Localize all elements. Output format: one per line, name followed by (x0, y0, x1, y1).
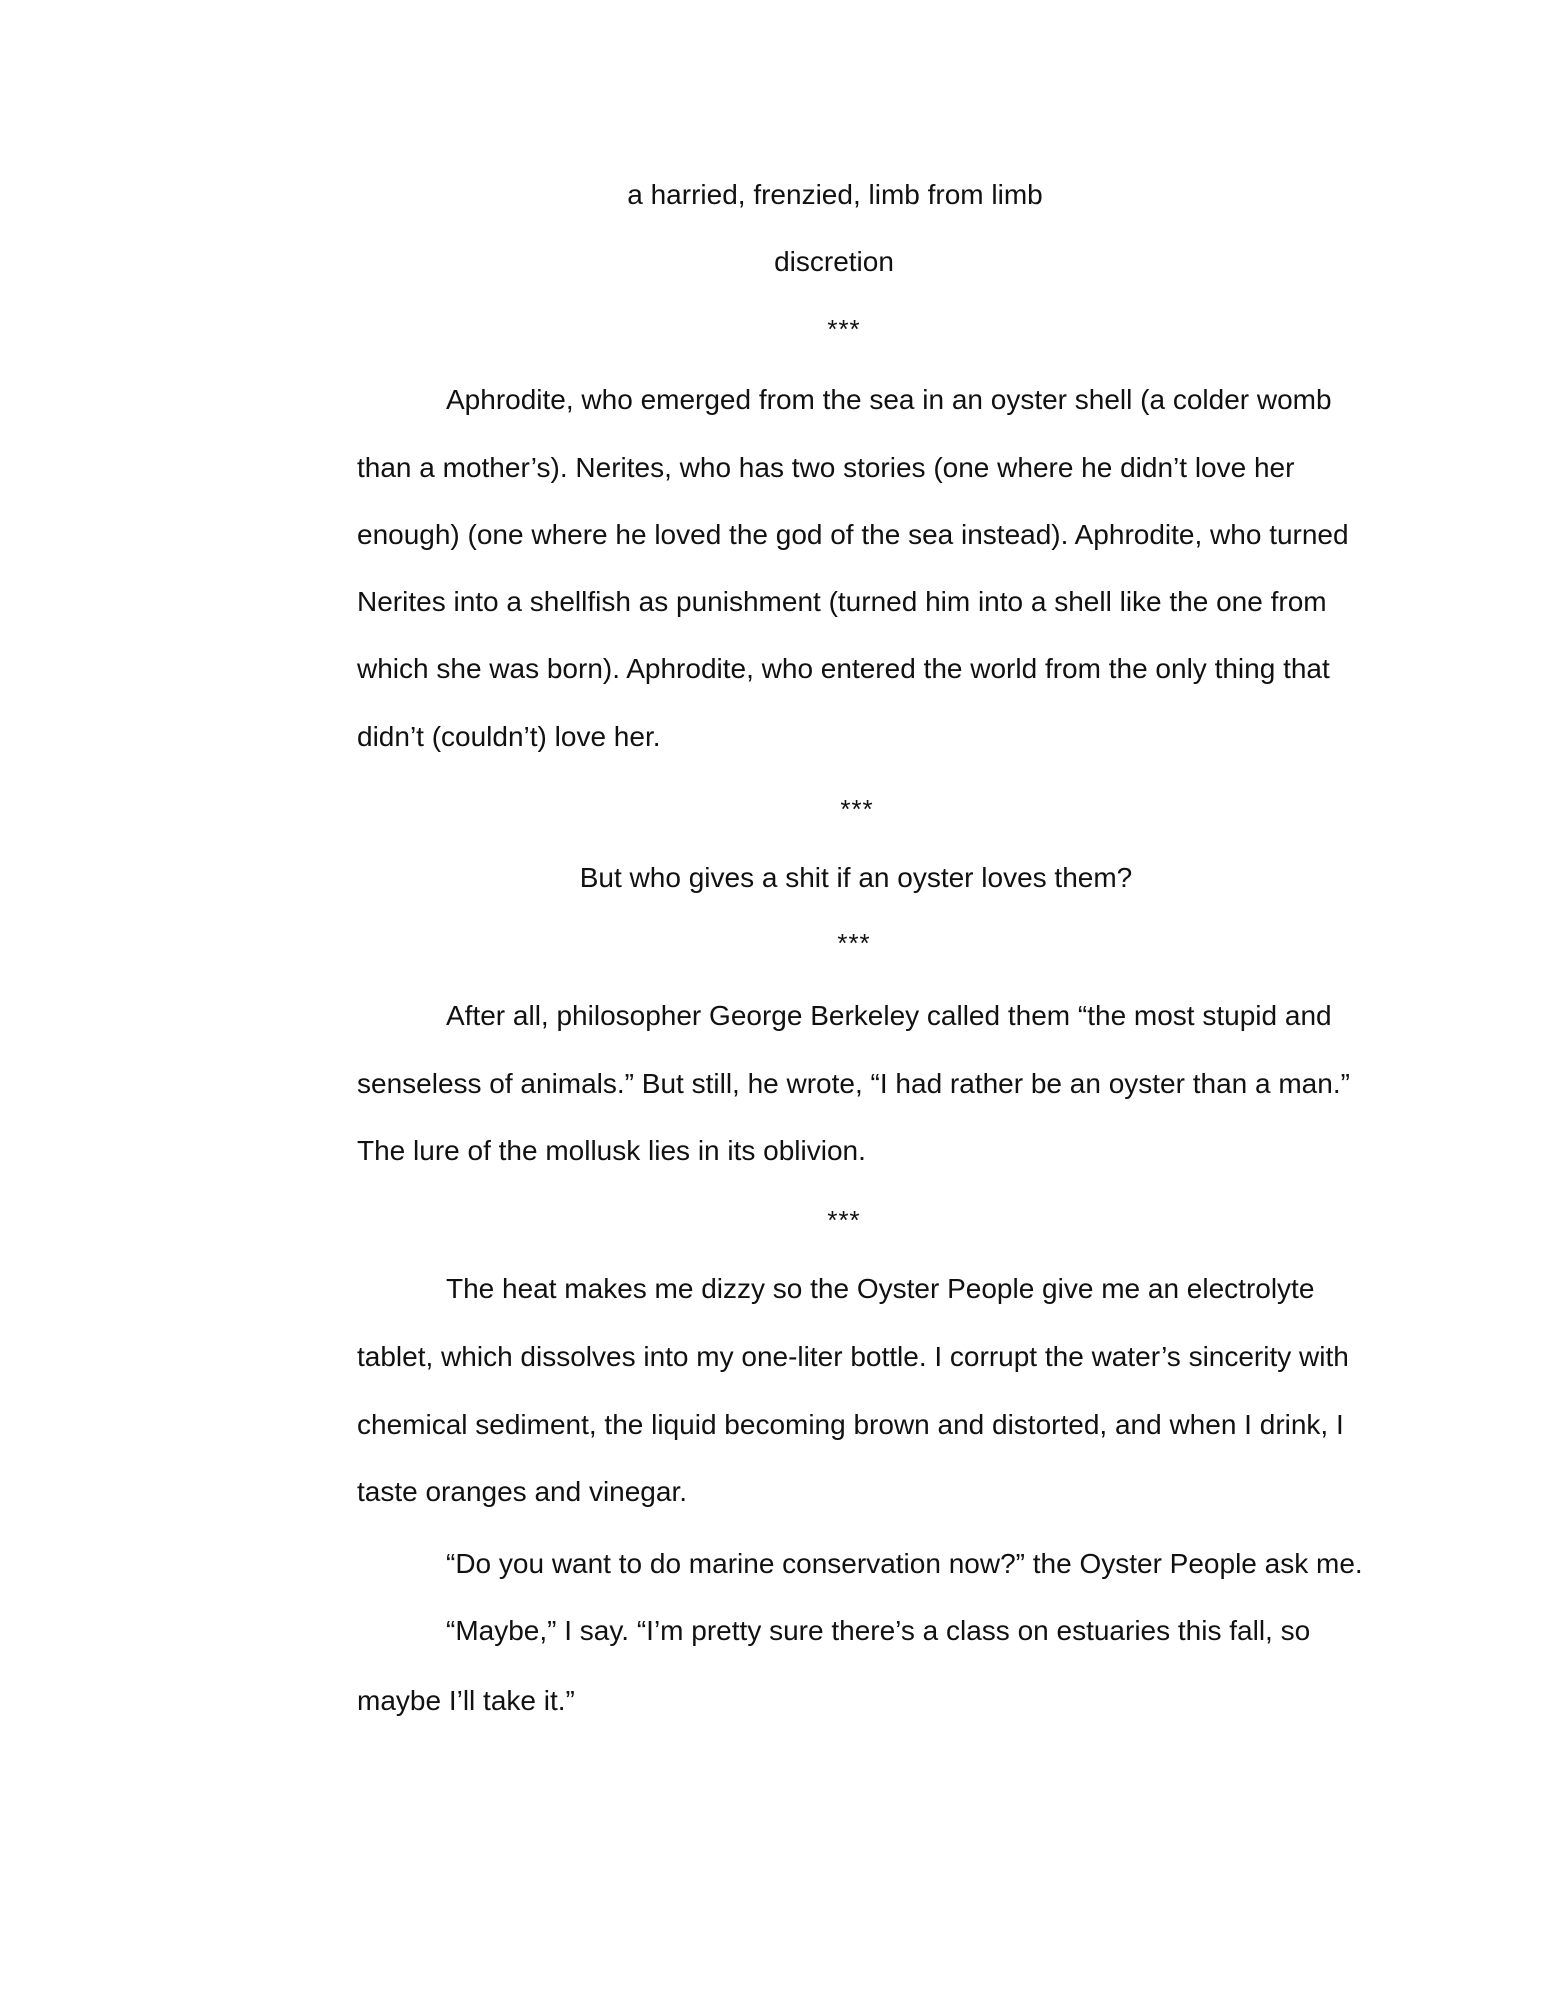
section-break-2: *** (840, 794, 874, 824)
paragraph-aphrodite-line-1: Aphrodite, who emerged from the sea in an oyster shell (a colder womb (446, 384, 1332, 415)
paragraph-heat-line-2: tablet, which dissolves into my one-liter bottle. I corrupt the water’s sincerity with (357, 1341, 1349, 1372)
section-break-1: *** (827, 314, 861, 344)
paragraph-heat-line-1: The heat makes me dizzy so the Oyster People give me an electrolyte (446, 1273, 1315, 1304)
paragraph-aphrodite-line-6: didn’t (couldn’t) love her. (357, 721, 661, 752)
paragraph-aphrodite-line-2: than a mother’s). Nerites, who has two stories (one where he didn’t love her (357, 452, 1295, 483)
dialogue-answer-line-1: “Maybe,” I say. “I’m pretty sure there’s a class on estuaries this fall, so (446, 1615, 1311, 1646)
paragraph-heat-line-4: taste oranges and vinegar. (357, 1476, 688, 1507)
section-break-4: *** (827, 1205, 861, 1235)
opening-line-1: a harried, frenzied, limb from limb (627, 179, 1043, 210)
paragraph-berkeley-line-3: The lure of the mollusk lies in its oblivion. (357, 1135, 866, 1166)
paragraph-aphrodite-line-4: Nerites into a shellfish as punishment (turned him into a shell like the one from (357, 586, 1327, 617)
paragraph-berkeley-line-1: After all, philosopher George Berkeley called them “the most stupid and (446, 1000, 1332, 1031)
opening-line-2: discretion (774, 246, 894, 277)
dialogue-answer-line-2: maybe I’ll take it.” (357, 1685, 575, 1716)
paragraph-heat-line-3: chemical sediment, the liquid becoming brown and distorted, and when I drink, I (357, 1409, 1344, 1440)
dialogue-question: “Do you want to do marine conservation now?” the Oyster People ask me. (446, 1548, 1363, 1579)
paragraph-berkeley-line-2: senseless of animals.” But still, he wrote, “I had rather be an oyster than a man.” (357, 1068, 1350, 1099)
centered-question: But who gives a shit if an oyster loves them? (579, 862, 1133, 893)
paragraph-aphrodite-line-5: which she was born). Aphrodite, who entered the world from the only thing that (357, 653, 1330, 684)
paragraph-aphrodite-line-3: enough) (one where he loved the god of the sea instead). Aphrodite, who turned (357, 519, 1349, 550)
section-break-3: *** (837, 928, 871, 958)
